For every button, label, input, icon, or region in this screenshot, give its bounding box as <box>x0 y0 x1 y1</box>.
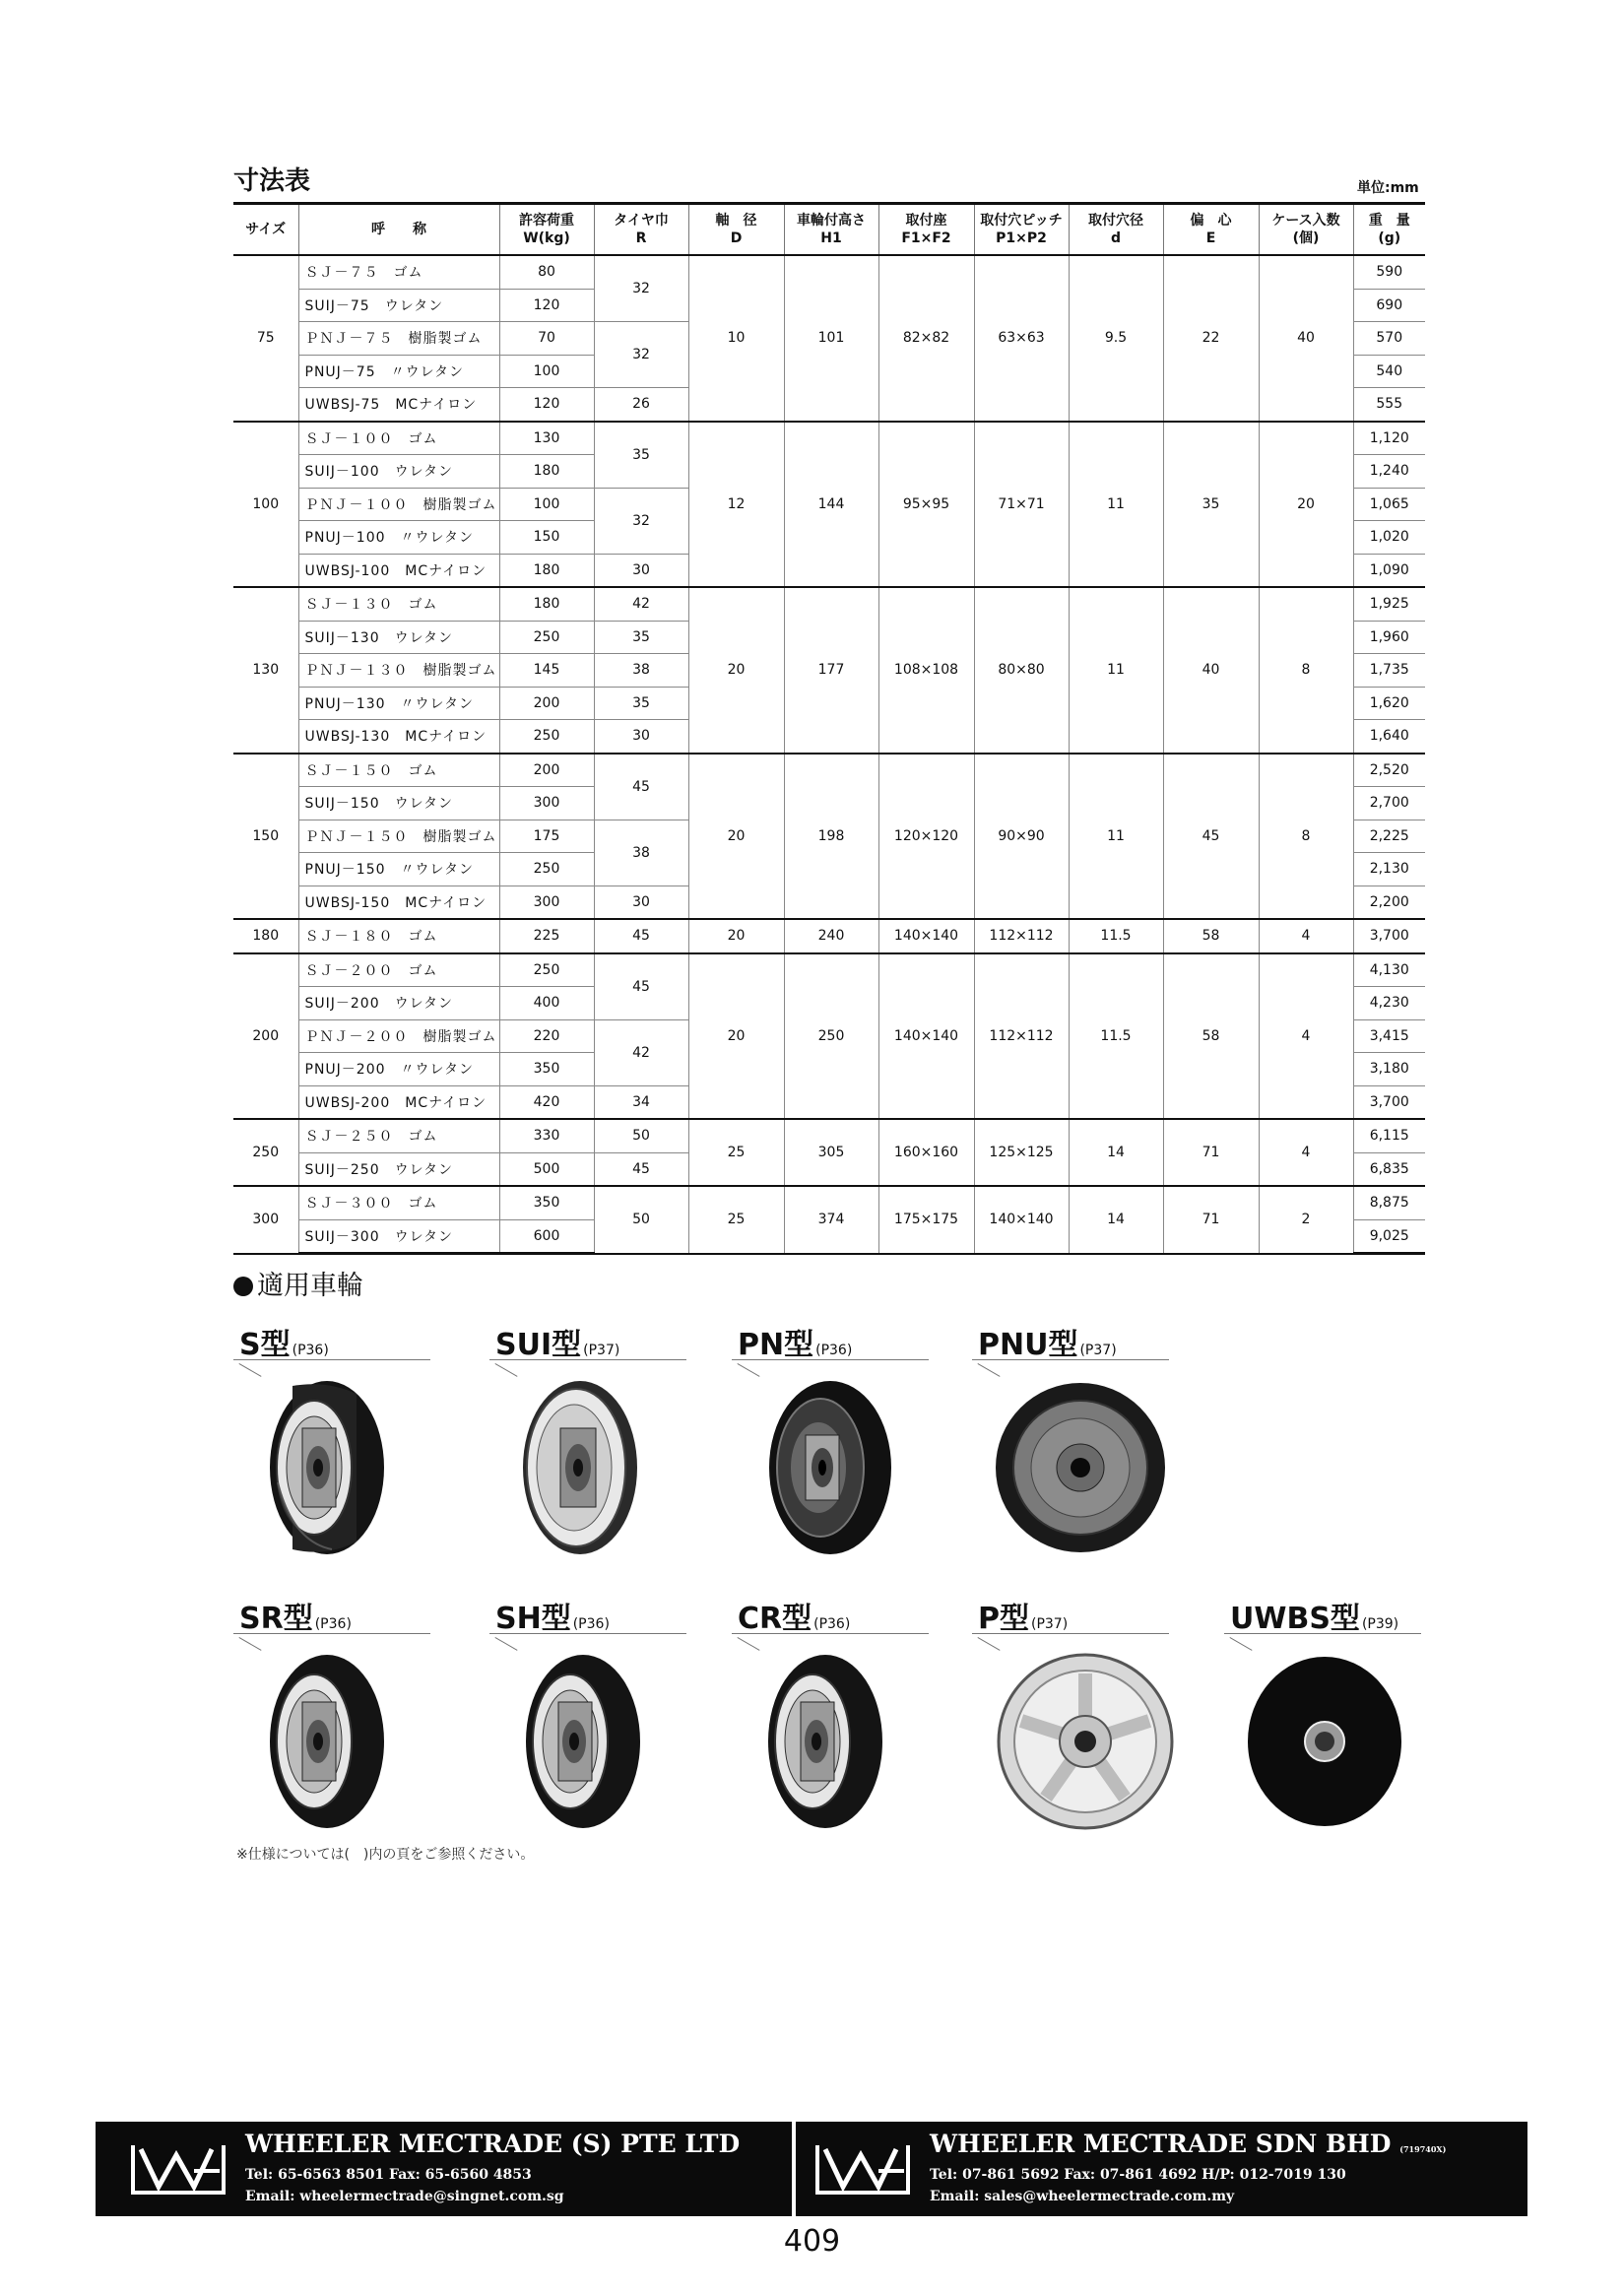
cell-tire-width: 42 <box>594 587 688 621</box>
cell-weight: 2,200 <box>1353 886 1425 919</box>
header-weight: 重 量 (g) <box>1353 204 1425 256</box>
cell-name: UWBSJ-200 MCナイロン <box>298 1085 499 1119</box>
cell-name: ＳＪ－７５ ゴム <box>298 255 499 289</box>
cell-name: ＳＪ－１３０ ゴム <box>298 587 499 621</box>
cell-weight: 2,520 <box>1353 754 1425 787</box>
cell-name: ＳＪ－１００ ゴム <box>298 422 499 455</box>
cell-name: SUIJ－130 ウレタン <box>298 621 499 654</box>
cell-load: 100 <box>499 355 594 388</box>
cell-height: 101 <box>784 255 878 422</box>
cell-weight: 6,115 <box>1353 1119 1425 1152</box>
cell-shaft: 20 <box>688 919 784 953</box>
cell-tire-width: 45 <box>594 1152 688 1186</box>
cell-load: 250 <box>499 621 594 654</box>
cell-size: 75 <box>233 255 298 422</box>
cell-name: SUIJ－200 ウレタン <box>298 987 499 1020</box>
company-reg-no: (719740X) <box>1399 2144 1447 2154</box>
cell-load: 180 <box>499 554 594 587</box>
cell-tire-width: 32 <box>594 322 688 388</box>
cell-weight: 1,120 <box>1353 422 1425 455</box>
wheel-type: SH型 <box>495 1602 571 1636</box>
wheel-type: P型 <box>978 1602 1029 1636</box>
wheel-sr <box>233 1594 430 1840</box>
header-name: 呼 称 <box>298 204 499 256</box>
wheel-p <box>972 1594 1169 1840</box>
cell-name: SUIJ－150 ウレタン <box>298 787 499 820</box>
cell-name: ＳＪ－３００ ゴム <box>298 1186 499 1219</box>
table-row <box>233 422 1425 455</box>
header-case: ケース入数 (個) <box>1259 204 1353 256</box>
cell-size: 250 <box>233 1119 298 1186</box>
resin-rubber-wheel-icon <box>751 1374 899 1561</box>
cell-size: 130 <box>233 587 298 754</box>
cell-pitch: 63×63 <box>974 255 1069 422</box>
cell-tire-width: 34 <box>594 1085 688 1119</box>
cell-hole: 14 <box>1069 1186 1163 1254</box>
cell-weight: 1,960 <box>1353 621 1425 654</box>
cell-offset: 40 <box>1163 587 1259 754</box>
cell-hole: 14 <box>1069 1119 1163 1186</box>
footer-left <box>96 2122 792 2216</box>
cell-tire-width: 32 <box>594 488 688 554</box>
cell-tire-width: 26 <box>594 388 688 422</box>
cell-pitch: 90×90 <box>974 754 1069 920</box>
cell-load: 175 <box>499 820 594 853</box>
cell-load: 70 <box>499 322 594 356</box>
cell-name: SUIJ－250 ウレタン <box>298 1152 499 1186</box>
footnote: ※仕様については( )内の頁をご参照ください。 <box>236 1847 535 1863</box>
cell-load: 350 <box>499 1053 594 1086</box>
bullet-icon <box>233 1277 253 1296</box>
cell-mount: 140×140 <box>878 919 974 953</box>
cell-load: 100 <box>499 488 594 521</box>
cell-name: PNUJ－150 〃ウレタン <box>298 853 499 886</box>
rubber-wheel-icon <box>253 1374 391 1561</box>
cell-weight: 555 <box>1353 388 1425 422</box>
cell-load: 150 <box>499 521 594 555</box>
cell-weight: 9,025 <box>1353 1219 1425 1254</box>
header-offset: 偏 心 E <box>1163 204 1259 256</box>
cell-load: 220 <box>499 1019 594 1053</box>
cell-hole: 11.5 <box>1069 919 1163 953</box>
page-title: 寸法表 <box>233 166 311 196</box>
cell-weight: 1,090 <box>1353 554 1425 587</box>
cell-pitch: 112×112 <box>974 919 1069 953</box>
cell-size: 150 <box>233 754 298 920</box>
cell-load: 200 <box>499 754 594 787</box>
table-row <box>233 919 1425 953</box>
cell-weight: 3,415 <box>1353 1019 1425 1053</box>
nylon-wheel-icon <box>1244 1648 1411 1835</box>
header-shaft: 軸 径 D <box>688 204 784 256</box>
cell-load: 250 <box>499 720 594 754</box>
cell-load: 300 <box>499 787 594 820</box>
cell-name: PNUJ－75 〃ウレタン <box>298 355 499 388</box>
cell-case: 40 <box>1259 255 1353 422</box>
cell-case: 8 <box>1259 587 1353 754</box>
steel-spoke-wheel-icon <box>992 1648 1179 1835</box>
cell-weight: 6,835 <box>1353 1152 1425 1186</box>
wheel-type: SR型 <box>239 1602 313 1636</box>
cell-shaft: 10 <box>688 255 784 422</box>
wheel-type: CR型 <box>738 1602 812 1636</box>
cell-offset: 71 <box>1163 1186 1259 1254</box>
company-logo-icon <box>813 2141 912 2197</box>
cell-weight: 3,700 <box>1353 1085 1425 1119</box>
cell-name: UWBSJ-100 MCナイロン <box>298 554 499 587</box>
cell-weight: 2,225 <box>1353 820 1425 853</box>
table-row <box>233 1119 1425 1152</box>
company-name-sg: WHEELER MECTRADE (S) PTE LTD <box>245 2130 741 2158</box>
cell-name: ＳＪ－２００ ゴム <box>298 953 499 987</box>
cell-height: 305 <box>784 1119 878 1186</box>
cell-shaft: 25 <box>688 1119 784 1186</box>
cell-mount: 82×82 <box>878 255 974 422</box>
cell-tire-width: 45 <box>594 953 688 1020</box>
wheel-type: SUI型 <box>495 1328 582 1362</box>
cell-mount: 140×140 <box>878 953 974 1120</box>
cell-load: 500 <box>499 1152 594 1186</box>
wheel-sui <box>489 1320 686 1566</box>
cell-height: 198 <box>784 754 878 920</box>
table-row <box>233 754 1425 787</box>
cell-case: 2 <box>1259 1186 1353 1254</box>
cell-height: 250 <box>784 953 878 1120</box>
rubber-wheel-icon <box>509 1648 647 1835</box>
footer-right <box>796 2122 1527 2216</box>
cell-pitch: 112×112 <box>974 953 1069 1120</box>
cell-load: 330 <box>499 1119 594 1152</box>
cell-weight: 1,735 <box>1353 654 1425 688</box>
cell-case: 4 <box>1259 919 1353 953</box>
cell-name: SUIJ－75 ウレタン <box>298 289 499 322</box>
cell-name: UWBSJ-75 MCナイロン <box>298 388 499 422</box>
cell-load: 120 <box>499 289 594 322</box>
cell-load: 420 <box>499 1085 594 1119</box>
cell-shaft: 12 <box>688 422 784 588</box>
cell-hole: 11 <box>1069 422 1163 588</box>
cell-size: 200 <box>233 953 298 1120</box>
wheel-page-ref: (P36) <box>572 1616 610 1632</box>
rubber-wheel-icon <box>253 1648 391 1835</box>
wheel-s <box>233 1320 430 1566</box>
cell-size: 180 <box>233 919 298 953</box>
cell-weight: 4,230 <box>1353 987 1425 1020</box>
cell-tire-width: 50 <box>594 1119 688 1152</box>
company-logo-icon <box>129 2141 227 2197</box>
cell-case: 4 <box>1259 1119 1353 1186</box>
cell-weight: 1,240 <box>1353 455 1425 489</box>
cell-tire-width: 30 <box>594 554 688 587</box>
contact-email-my: Email: sales@wheelermectrade.com.my <box>930 2189 1235 2204</box>
cell-height: 177 <box>784 587 878 754</box>
cell-weight: 2,700 <box>1353 787 1425 820</box>
cell-mount: 175×175 <box>878 1186 974 1254</box>
cell-load: 250 <box>499 853 594 886</box>
cell-hole: 9.5 <box>1069 255 1163 422</box>
cell-weight: 1,020 <box>1353 521 1425 555</box>
cell-mount: 95×95 <box>878 422 974 588</box>
cell-tire-width: 50 <box>594 1186 688 1254</box>
cell-weight: 1,065 <box>1353 488 1425 521</box>
cell-load: 120 <box>499 388 594 422</box>
cell-name: ＰＮＪ－１００ 樹脂製ゴム <box>298 488 499 521</box>
cell-size: 100 <box>233 422 298 588</box>
cell-tire-width: 38 <box>594 820 688 886</box>
cell-name: ＰＮＪ－７５ 樹脂製ゴム <box>298 322 499 356</box>
header-pitch: 取付穴ピッチ P1×P2 <box>974 204 1069 256</box>
cell-name: SUIJ－100 ウレタン <box>298 455 499 489</box>
cell-weight: 690 <box>1353 289 1425 322</box>
contact-email-sg: Email: wheelermectrade@singnet.com.sg <box>245 2189 564 2204</box>
cell-name: UWBSJ-150 MCナイロン <box>298 886 499 919</box>
cell-pitch: 140×140 <box>974 1186 1069 1254</box>
cell-case: 4 <box>1259 953 1353 1120</box>
wheel-cr <box>732 1594 929 1840</box>
company-name-my: WHEELER MECTRADE SDN BHD (719740X) <box>930 2130 1447 2158</box>
cell-hole: 11 <box>1069 754 1163 920</box>
cell-shaft: 20 <box>688 953 784 1120</box>
cell-shaft: 25 <box>688 1186 784 1254</box>
cell-mount: 108×108 <box>878 587 974 754</box>
table-header-row <box>233 204 1425 256</box>
cell-load: 350 <box>499 1186 594 1219</box>
cell-offset: 45 <box>1163 754 1259 920</box>
cell-name: SUIJ－300 ウレタン <box>298 1219 499 1254</box>
cell-weight: 3,700 <box>1353 919 1425 953</box>
cell-name: UWBSJ-130 MCナイロン <box>298 720 499 754</box>
wheel-type: UWBS型 <box>1230 1602 1360 1636</box>
table-row <box>233 953 1425 987</box>
cell-name: ＳＪ－１５０ ゴム <box>298 754 499 787</box>
cell-pitch: 125×125 <box>974 1119 1069 1186</box>
wheel-type: S型 <box>239 1328 291 1362</box>
cell-hole: 11.5 <box>1069 953 1163 1120</box>
cell-name: ＰＮＪ－２００ 樹脂製ゴム <box>298 1019 499 1053</box>
wheel-page-ref: (P36) <box>815 1343 853 1358</box>
wheel-sh <box>489 1594 686 1840</box>
unit-label: 単位:mm <box>1357 180 1419 196</box>
header-load: 許容荷重 W(kg) <box>499 204 594 256</box>
wheel-page-ref: (P36) <box>292 1343 329 1358</box>
wheel-type: PN型 <box>738 1328 814 1362</box>
cell-name: ＰＮＪ－１３０ 樹脂製ゴム <box>298 654 499 688</box>
cell-weight: 2,130 <box>1353 853 1425 886</box>
cell-shaft: 20 <box>688 587 784 754</box>
cell-load: 145 <box>499 654 594 688</box>
cell-load: 130 <box>499 422 594 455</box>
wheel-page-ref: (P36) <box>314 1616 352 1632</box>
table-row <box>233 587 1425 621</box>
cell-name: ＳＪ－１８０ ゴム <box>298 919 499 953</box>
wheels-heading: 適用車輪 <box>233 1264 363 1302</box>
header-tire-width: タイヤ巾 R <box>594 204 688 256</box>
cell-weight: 8,875 <box>1353 1186 1425 1219</box>
cell-name: PNUJ－100 〃ウレタン <box>298 521 499 555</box>
cell-load: 80 <box>499 255 594 289</box>
cell-tire-width: 30 <box>594 886 688 919</box>
cell-weight: 1,640 <box>1353 720 1425 754</box>
cell-case: 8 <box>1259 754 1353 920</box>
cell-offset: 58 <box>1163 953 1259 1120</box>
cell-load: 300 <box>499 886 594 919</box>
resin-urethane-wheel-icon <box>992 1374 1169 1561</box>
cell-mount: 160×160 <box>878 1119 974 1186</box>
table-row <box>233 255 1425 289</box>
dimension-table <box>233 202 1425 1255</box>
header-mount: 取付座 F1×F2 <box>878 204 974 256</box>
rubber-wheel-icon <box>751 1648 889 1835</box>
table-row <box>233 1186 1425 1219</box>
cell-tire-width: 30 <box>594 720 688 754</box>
cell-load: 200 <box>499 687 594 720</box>
wheel-page-ref: (P37) <box>1079 1343 1117 1358</box>
cell-pitch: 71×71 <box>974 422 1069 588</box>
header-height: 車輪付高さ H1 <box>784 204 878 256</box>
cell-load: 180 <box>499 455 594 489</box>
cell-case: 20 <box>1259 422 1353 588</box>
cell-name: PNUJ－200 〃ウレタン <box>298 1053 499 1086</box>
cell-height: 374 <box>784 1186 878 1254</box>
wheel-pn <box>732 1320 929 1566</box>
cell-tire-width: 45 <box>594 754 688 820</box>
cell-name: ＳＪ－２５０ ゴム <box>298 1119 499 1152</box>
page-number: 409 <box>783 2224 841 2259</box>
wheel-pnu <box>972 1320 1169 1566</box>
header-size: サイズ <box>233 204 298 256</box>
cell-tire-width: 35 <box>594 422 688 489</box>
cell-tire-width: 35 <box>594 687 688 720</box>
cell-tire-width: 42 <box>594 1019 688 1085</box>
cell-height: 144 <box>784 422 878 588</box>
contact-tel-my: Tel: 07-861 5692 Fax: 07-861 4692 H/P: 012-7019 130 <box>930 2167 1346 2183</box>
wheel-type: PNU型 <box>978 1328 1078 1362</box>
wheel-page-ref: (P39) <box>1361 1616 1399 1632</box>
cell-weight: 4,130 <box>1353 953 1425 987</box>
wheel-uwbs <box>1224 1594 1421 1840</box>
wheel-page-ref: (P37) <box>1031 1616 1069 1632</box>
cell-offset: 58 <box>1163 919 1259 953</box>
cell-load: 250 <box>499 953 594 987</box>
cell-tire-width: 35 <box>594 621 688 654</box>
wheel-page-ref: (P36) <box>813 1616 851 1632</box>
footer-banner <box>96 2122 1527 2216</box>
cell-load: 400 <box>499 987 594 1020</box>
cell-offset: 22 <box>1163 255 1259 422</box>
cell-hole: 11 <box>1069 587 1163 754</box>
cell-load: 600 <box>499 1219 594 1254</box>
cell-weight: 590 <box>1353 255 1425 289</box>
cell-tire-width: 45 <box>594 919 688 953</box>
cell-weight: 1,620 <box>1353 687 1425 720</box>
cell-weight: 1,925 <box>1353 587 1425 621</box>
contact-tel-sg: Tel: 65-6563 8501 Fax: 65-6560 4853 <box>245 2167 532 2183</box>
cell-height: 240 <box>784 919 878 953</box>
cell-name: PNUJ－130 〃ウレタン <box>298 687 499 720</box>
cell-name: ＰＮＪ－１５０ 樹脂製ゴム <box>298 820 499 853</box>
wheel-page-ref: (P37) <box>583 1343 620 1358</box>
cell-size: 300 <box>233 1186 298 1254</box>
cell-weight: 540 <box>1353 355 1425 388</box>
cell-offset: 35 <box>1163 422 1259 588</box>
cell-pitch: 80×80 <box>974 587 1069 754</box>
cell-tire-width: 38 <box>594 654 688 688</box>
cell-shaft: 20 <box>688 754 784 920</box>
cell-mount: 120×120 <box>878 754 974 920</box>
cell-load: 225 <box>499 919 594 953</box>
header-hole: 取付穴径 d <box>1069 204 1163 256</box>
cell-weight: 3,180 <box>1353 1053 1425 1086</box>
cell-load: 180 <box>499 587 594 621</box>
cell-tire-width: 32 <box>594 255 688 322</box>
urethane-wheel-icon <box>509 1374 647 1561</box>
cell-offset: 71 <box>1163 1119 1259 1186</box>
cell-weight: 570 <box>1353 322 1425 356</box>
